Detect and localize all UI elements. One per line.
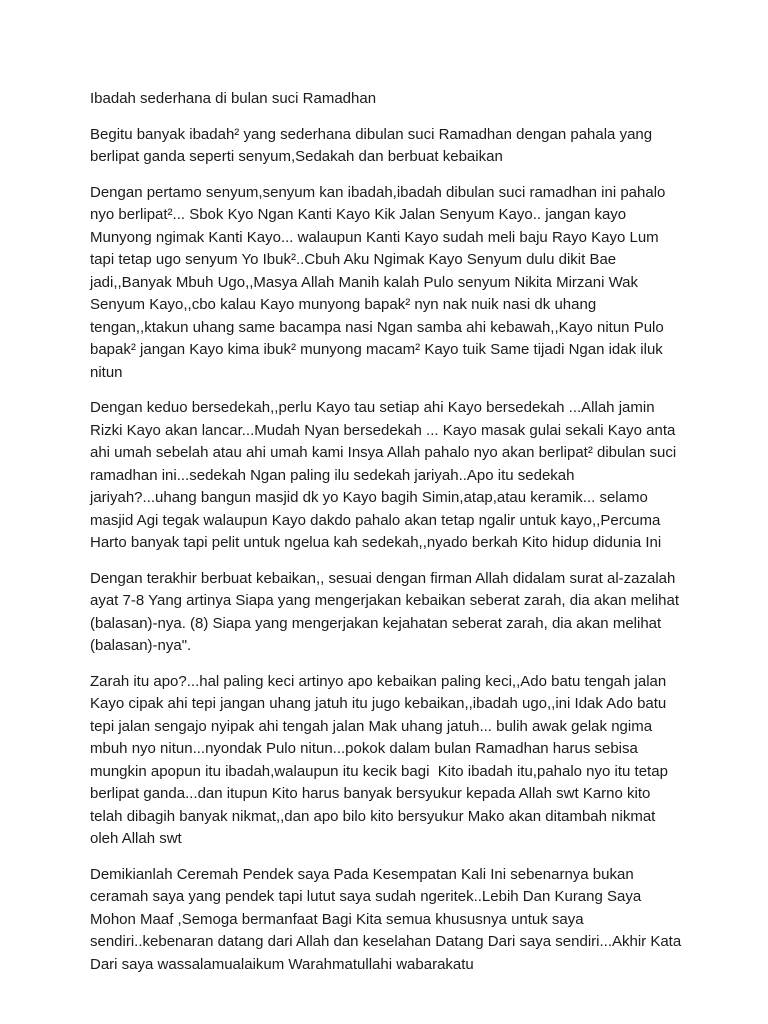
paragraph-senyum: Dengan pertamo senyum,senyum kan ibadah,ibadah dibulan suci ramadhan ini pahalo nyo berlipat²... Sbok Kyo Ngan Kanti Kayo Kik Jalan Senyum Kayo.. jangan kayo Munyong ngimak Kanti Kayo... walaupun Kanti Kayo sudah meli baju Rayo Kayo Lum tapi tetap ugo senyum Yo Ibuk²..Cbuh Aku Ngimak Kayo Senyum dulu dikit Bae jadi,,Banyak Mbuh Ugo,,Masya Allah Manih kalah Pulo senyum Nikita Mirzani Wak Senyum Kayo,,cbo kalau Kayo munyong bapak² nyn nak nuik nasi dk uhang tengan,,ktakun uhang same bacampa nasi Ngan samba ahi kebawah,,Kayo nitun Pulo bapak² jangan Kayo kima ibuk² munyong macam² Kayo tuik Same tijadi Ngan idak iluk nitun bbox=[90, 183, 670, 381]
document-title: Ibadah sederhana di bulan suci Ramadhan bbox=[90, 90, 377, 107]
paragraph-zarah: Zarah itu apo?...hal paling keci artinyo apo kebaikan paling keci,,Ado batu tengah jalan Kayo cipak ahi tepi jangan uhang jatuh itu jugo kebaikan,,ibadah ugo,,ini Idak Ado batu tepi jalan sengajo nyipak ahi tengah jalan Mak uhang jatuh... bulih awak gelak ngima mbuh nyo nitun...nyondak Pulo nitun...pokok dalam bulan Ramadhan harus sebisa mungkin apopun itu ibadah,walaupun itu kecik bagi Kito ibadah itu,pahalo nyo itu tetap berlipat ganda...dan itupun Kito harus banyak bersyukur kepada Allah swt Karno kito telah dibagih banyak nikmat,,dan apo bilo kito bersyukur Mako akan ditambah nikmat oleh Allah swt bbox=[90, 672, 673, 847]
paragraph-bersedekah: Dengan keduo bersedekah,,perlu Kayo tau setiap ahi Kayo bersedekah ...Allah jamin Rizki Kayo akan lancar...Mudah Nyan bersedekah ... Kayo masak gulai sekali Kayo anta ahi umah sebelah atau ahi umah kami Insya Allah pahalo nyo akan berlipat² dibulan suci ramadhan ini...sedekah Ngan paling ilu sedekah jariyah..Apo itu sedekah jariyah?...uhang bangun masjid dk yo Kayo bagih Simin,atap,atau keramik... selamo masjid Agi tegak walaupun Kayo dakdo pahalo akan tetap ngalir untuk kayo,,Percuma Harto banyak tapi pelit untuk ngelua kah sedekah,,nyado berkah Kito hidup didunia Ini bbox=[90, 399, 681, 551]
paragraph-berbuat-kebaikan: Dengan terakhir berbuat kebaikan,, sesuai dengan firman Allah didalam surat al-zazalah ayat 7-8 Yang artinya Siapa yang mengerjakan kebaikan seberat zarah, dia akan melihat (balasan)-nya. (8) Siapa yang mengerjakan kejahatan seberat zarah, dia akan melihat (balasan)-nya". bbox=[90, 569, 684, 654]
paragraph-penutup: Demikianlah Ceremah Pendek saya Pada Kesempatan Kali Ini sebenarnya bukan ceramah saya yang pendek tapi lutut saya sudah ngeritek..Lebih Dan Kurang Saya Mohon Maaf ,Semoga bermanfaat Bagi Kita semua khususnya untuk saya sendiri..kebenaran datang dari Allah dan keselahan Datang Dari saya sendiri...Akhir Kata Dari saya wassalamualaikum Warahmatullahi wabarakatu bbox=[90, 865, 686, 973]
document-content bbox=[90, 88, 684, 976]
paragraph-intro: Begitu banyak ibadah² yang sederhana dibulan suci Ramadhan dengan pahala yang berlipat ganda seperti senyum,Sedakah dan berbuat kebaikan bbox=[90, 125, 657, 165]
